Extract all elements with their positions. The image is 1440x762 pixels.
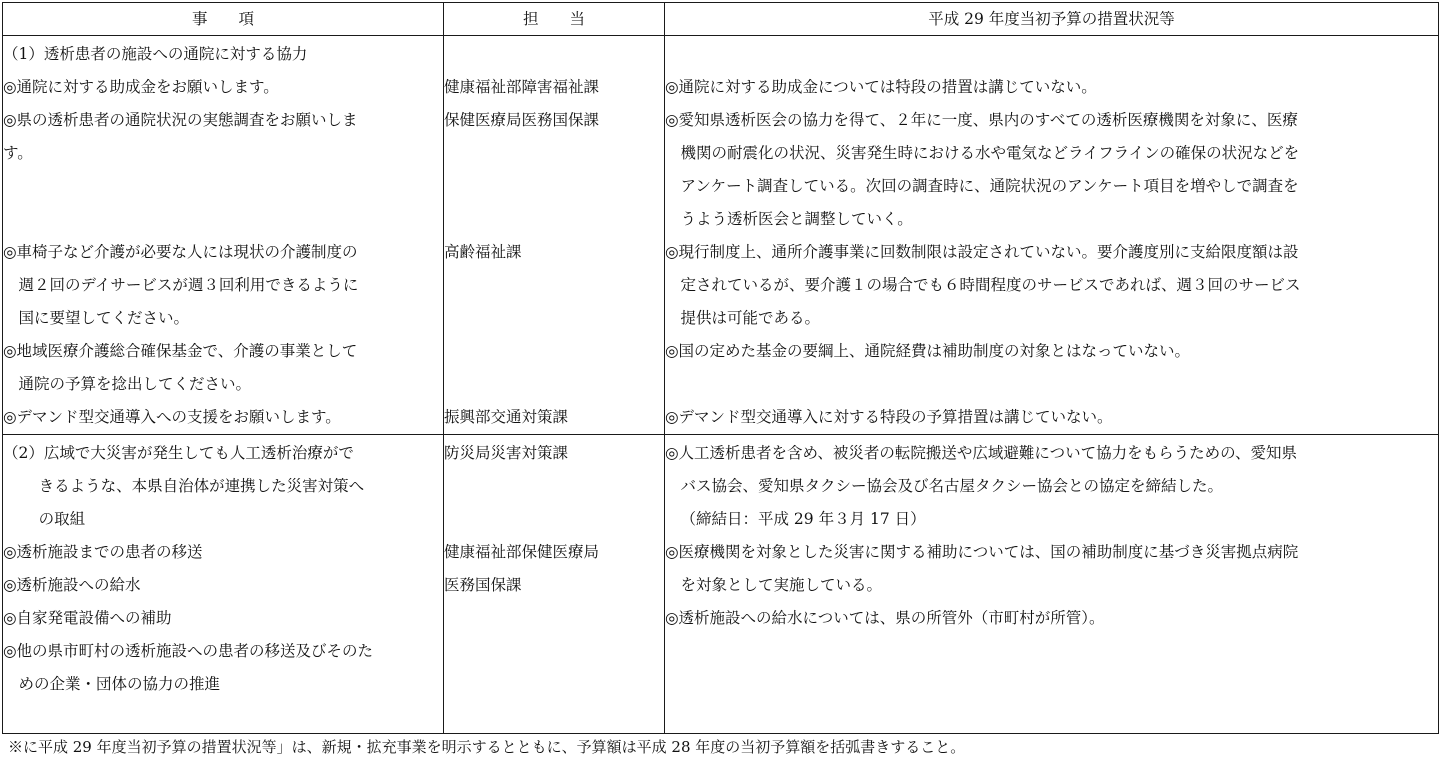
section2-status: ◎人工透析患者を含め、被災者の転院搬送や広域避難について協力をもらうための、愛知県	[665, 444, 1297, 462]
section1-dept: 保健医療局医務国保課	[444, 111, 600, 129]
table-header-row	[3, 3, 1439, 36]
table-row-section-1	[3, 36, 1439, 435]
section1-status: 定されているが、要介護１の場合でも６時間程度のサービスであれば、週３回のサービス	[680, 276, 1301, 294]
table-row-section-2	[3, 435, 1439, 734]
section1-item: ◎デマンド型交通導入への支援をお願いします。	[3, 408, 341, 426]
section1-item: ◎県の透析患者の通院状況の実態調査をお願いしま	[3, 111, 358, 129]
section1-status: ◎通院に対する助成金については特段の措置は講じていない。	[665, 78, 1097, 96]
section1-item: ◎車椅子など介護が必要な人には現状の介護制度の	[3, 243, 358, 261]
header-status: 平成 29 年度当初予算の措置状況等	[665, 3, 1439, 36]
section1-dept: 振興部交通対策課	[444, 408, 569, 426]
section1-status: ◎愛知県透析医会の協力を得て、２年に一度、県内のすべての透析医療機関を対象に、医療	[665, 111, 1298, 129]
section1-item: 通院の予算を捻出してください。	[18, 375, 252, 393]
section2-status-cell	[665, 435, 1439, 734]
section2-item: めの企業・団体の協力の推進	[18, 675, 221, 693]
section1-dept: 高齢福祉課	[444, 243, 522, 261]
section2-dept: 医務国保課	[444, 576, 522, 594]
section2-status: ◎医療機関を対象とした災害に関する補助については、国の補助制度に基づき災害拠点病院	[665, 543, 1299, 561]
section1-item: す。	[3, 144, 33, 162]
section2-dept-cell	[444, 435, 665, 734]
section2-status: ◎透析施設への給水については、県の所管外（市町村が所管）。	[665, 609, 1105, 627]
section1-status: 機関の耐震化の状況、災害発生時における水や電気などライフラインの確保の状況などを	[680, 144, 1300, 162]
section2-status: を対象として実施している。	[680, 576, 883, 594]
section2-item: ◎透析施設までの患者の移送	[3, 543, 203, 561]
header-item: 事 項	[3, 3, 444, 36]
section2-item: ◎自家発電設備への補助	[3, 609, 172, 627]
section2-status: （締結日：平成 29 年３月 17 日）	[680, 510, 926, 528]
section1-item: ◎地域医療介護総合確保基金で、介護の事業として	[3, 342, 358, 360]
section1-items-cell	[3, 36, 444, 435]
section2-item: ◎透析施設への給水	[3, 576, 141, 594]
section1-status: アンケート調査している。次回の調査時に、通院状況のアンケート項目を増やしで調査を	[680, 177, 1299, 195]
section2-status: バス協会、愛知県タクシー協会及び名古屋タクシー協会との協定を締結した。	[680, 477, 1224, 495]
section1-title: （1）透析患者の施設への通院に対する協力	[3, 45, 308, 63]
section1-status-cell	[665, 36, 1439, 435]
section1-item: ◎通院に対する助成金をお願いします。	[3, 78, 279, 96]
section1-dept: 健康福祉部障害福祉課	[444, 78, 600, 96]
section1-dept-cell	[444, 36, 665, 435]
section2-dept: 防災局災害対策課	[444, 444, 569, 462]
section2-item: ◎他の県市町村の透析施設への患者の移送及びそのた	[3, 642, 374, 660]
section2-title: きるような、本県自治体が連携した災害対策へ	[38, 477, 365, 495]
footnote: ※に平成 29 年度当初予算の措置状況等」は、新規・拡充事業を明示するとともに、予算額は平成 28 年度の当初予算額を括弧書きすること。	[8, 738, 966, 756]
section2-title: （2）広域で大災害が発生しても人工透析治療がで	[3, 444, 354, 462]
section2-items-cell	[3, 435, 444, 734]
header-dept: 担 当	[444, 3, 665, 36]
section1-item: 週２回のデイサービスが週３回利用できるように	[18, 276, 359, 294]
section1-status: うよう透析医会と調整していく。	[680, 210, 913, 228]
section1-status: ◎国の定めた基金の要綱上、通院経費は補助制度の対象とはなっていない。	[665, 342, 1191, 360]
section1-status: 提供は可能である。	[680, 309, 821, 327]
section1-status: ◎現行制度上、通所介護事業に回数制限は設定されていない。要介護度別に支給限度額は設	[665, 243, 1299, 261]
section1-item: 国に要望してください。	[18, 309, 190, 327]
section2-dept: 健康福祉部保健医療局	[444, 543, 600, 561]
section2-title: の取組	[38, 510, 86, 528]
budget-status-table	[2, 2, 1439, 734]
section1-status: ◎デマンド型交通導入に対する特段の予算措置は講じていない。	[665, 408, 1113, 426]
